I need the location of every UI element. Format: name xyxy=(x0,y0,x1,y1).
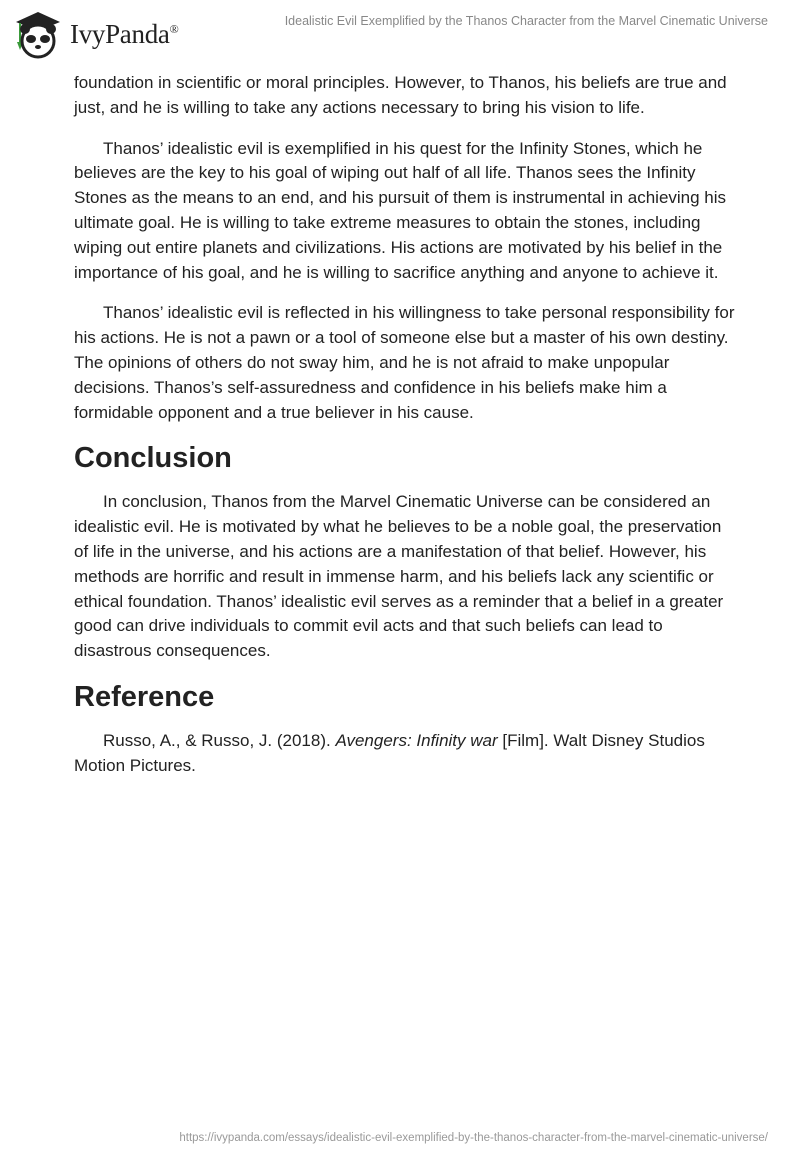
conclusion-heading: Conclusion xyxy=(74,442,232,475)
document-title: Idealistic Evil Exemplified by the Thanos Character from the Marvel Cinematic Universe xyxy=(284,14,768,28)
paragraph: Thanos’ idealistic evil is reflected in his willingness to take personal responsibility for his actions. He is not a pawn or a tool of someone else but a master of his own destiny. The opinions of others do not sway him, and he is not afraid to make unpopular decisions. Thanos’s self-assuredness and confidence in his beliefs make him a formidable opponent and a true believer in his cause. xyxy=(74,303,735,422)
reference-entry xyxy=(74,729,736,779)
reference-details: [Film]. Walt Disney Studios Motion Pictures. xyxy=(74,730,705,775)
panda-graduate-icon xyxy=(12,8,64,60)
conclusion-paragraph: In conclusion, Thanos from the Marvel Cinematic Universe can be considered an idealistic evil. He is motivated by what he believes to be a noble goal, the preservation of life in the universe, and his actions are a manifestation of that belief. However, his methods are horrific and result in immense harm, and his beliefs lack any scientific or ethical foundation. Thanos’ idealistic evil serves as a reminder that a belief in a greater good can drive individuals to commit evil acts and that such beliefs can lead to disastrous consequences. xyxy=(74,492,724,661)
paragraph: Thanos’ idealistic evil is exemplified in his quest for the Infinity Stones, which he believes are the key to his goal of wiping out half of all life. Thanos sees the Infinity Stones as the means to an end, and his pursuit of them is instrumental in achieving his ultimate goal. He is willing to take extreme measures to obtain the stones, including wiping out entire planets and civilizations. His actions are motivated by his belief in the importance of his goal, and he is willing to sacrifice anything and anyone to achieve it. xyxy=(74,138,727,282)
essay-body xyxy=(74,71,736,795)
logo-text: IvyPanda® xyxy=(70,18,179,49)
reference-authors: Russo, A., & Russo, J. (2018). xyxy=(103,730,336,750)
source-url[interactable]: https://ivypanda.com/essays/idealistic-evil-exemplified-by-the-thanos-character-from-the-marvel-cinematic-universe/ xyxy=(179,1132,768,1144)
reference-heading: Reference xyxy=(74,680,215,713)
paragraph: foundation in scientific or moral principles. However, to Thanos, his beliefs are true and just, and he is willing to take any actions necessary to bring his vision to life. xyxy=(74,73,727,117)
ivypanda-logo[interactable] xyxy=(12,8,178,60)
reference-title: Avengers: Infinity war xyxy=(335,730,498,750)
